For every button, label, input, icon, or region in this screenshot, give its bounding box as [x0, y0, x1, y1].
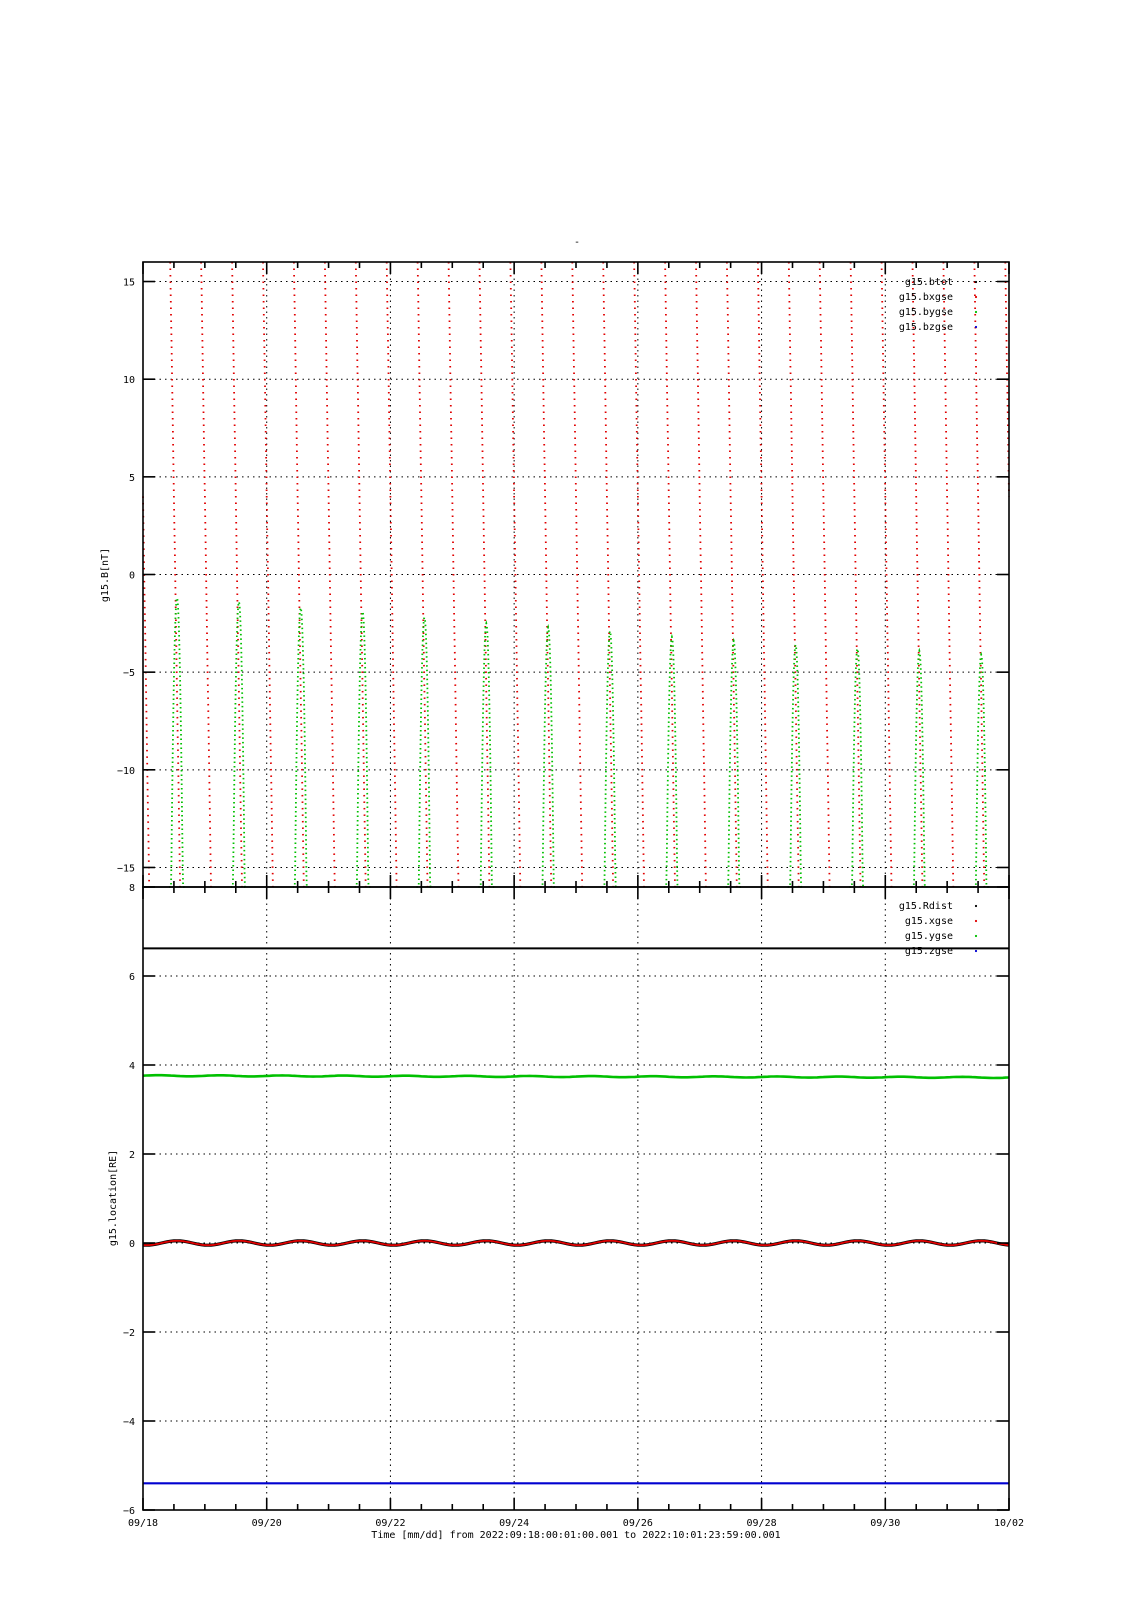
ygse-series	[143, 1075, 1009, 1078]
x-axis-label: Time [mm/dd] from 2022:09:18:00:01:00.001 to 2022:10:01:23:59:00.001	[371, 1530, 781, 1541]
bottom-legend-marker	[975, 950, 977, 952]
bottom-y-tick-label: 6	[128, 972, 135, 983]
bottom-y-tick-label: 4	[128, 1061, 135, 1072]
x-tick-label: 09/18	[127, 1518, 159, 1529]
top-y-tick-label: 0	[128, 570, 135, 582]
figure-title: -	[573, 237, 581, 248]
x-tick-labels	[128, 1518, 1024, 1529]
x-tick-label: 10/02	[993, 1518, 1025, 1529]
bottom-y-tick-label: 0	[128, 1239, 135, 1250]
top-legend-entry: g15.bxgse	[898, 292, 953, 303]
bottom-y-tick-label: 2	[128, 1150, 135, 1161]
top-legend-marker	[975, 296, 977, 298]
top-panel	[100, 262, 1009, 887]
bottom-legend-marker	[975, 920, 977, 922]
bottom-grid	[143, 887, 1009, 1510]
x-tick-label: 09/30	[870, 1518, 901, 1529]
bottom-legend-entry: g15.zgse	[904, 946, 953, 957]
bottom-legend-marker	[975, 935, 977, 937]
x-tick-label: 09/20	[251, 1518, 282, 1529]
bxgse-series	[143, 262, 1009, 887]
bottom-legend-entry: g15.ygse	[904, 931, 953, 942]
top-y-tick-label: −10	[116, 765, 135, 777]
top-legend	[899, 277, 977, 333]
top-legend-entry: g15.btot	[904, 277, 953, 288]
bottom-y-tick-label: −2	[122, 1328, 135, 1339]
x-tick-label: 09/28	[746, 1518, 777, 1529]
bottom-y-tick-label: −6	[122, 1506, 135, 1517]
bottom-frame	[143, 887, 1009, 1510]
top-y-tick-label: 5	[128, 472, 135, 484]
bottom-panel	[108, 883, 1009, 1517]
top-y-tick-label: 10	[122, 375, 135, 387]
top-legend-marker	[975, 311, 977, 313]
top-y-tick-label: −15	[116, 863, 135, 875]
top-y-tick-label: 15	[122, 277, 135, 289]
bottom-legend-entry: g15.xgse	[904, 916, 953, 927]
bottom-legend-entry: g15.Rdist	[898, 901, 953, 912]
bottom-y-axis-label: g15.location[RE]	[108, 1149, 119, 1247]
bottom-y-tick-label: 8	[128, 883, 135, 894]
top-legend-marker	[975, 326, 977, 328]
top-legend-entry: g15.bzgse	[898, 322, 953, 333]
top-legend-marker	[975, 281, 977, 283]
top-grid	[143, 262, 1009, 887]
top-y-axis-label: g15.B[nT]	[100, 547, 111, 603]
bottom-y-tick-label: −4	[122, 1417, 135, 1428]
top-frame	[143, 262, 1009, 887]
x-tick-label: 09/26	[622, 1518, 653, 1529]
x-tick-label: 09/22	[375, 1518, 406, 1529]
bygse-series	[169, 598, 989, 887]
top-plot-data	[143, 262, 1009, 887]
x-tick-label: 09/24	[499, 1518, 530, 1529]
top-y-tick-label: −5	[122, 668, 135, 680]
bottom-ticks	[123, 883, 1009, 1517]
bottom-plot-data	[143, 948, 1009, 1483]
bottom-legend-marker	[975, 905, 977, 907]
top-legend-entry: g15.bygse	[898, 307, 953, 318]
